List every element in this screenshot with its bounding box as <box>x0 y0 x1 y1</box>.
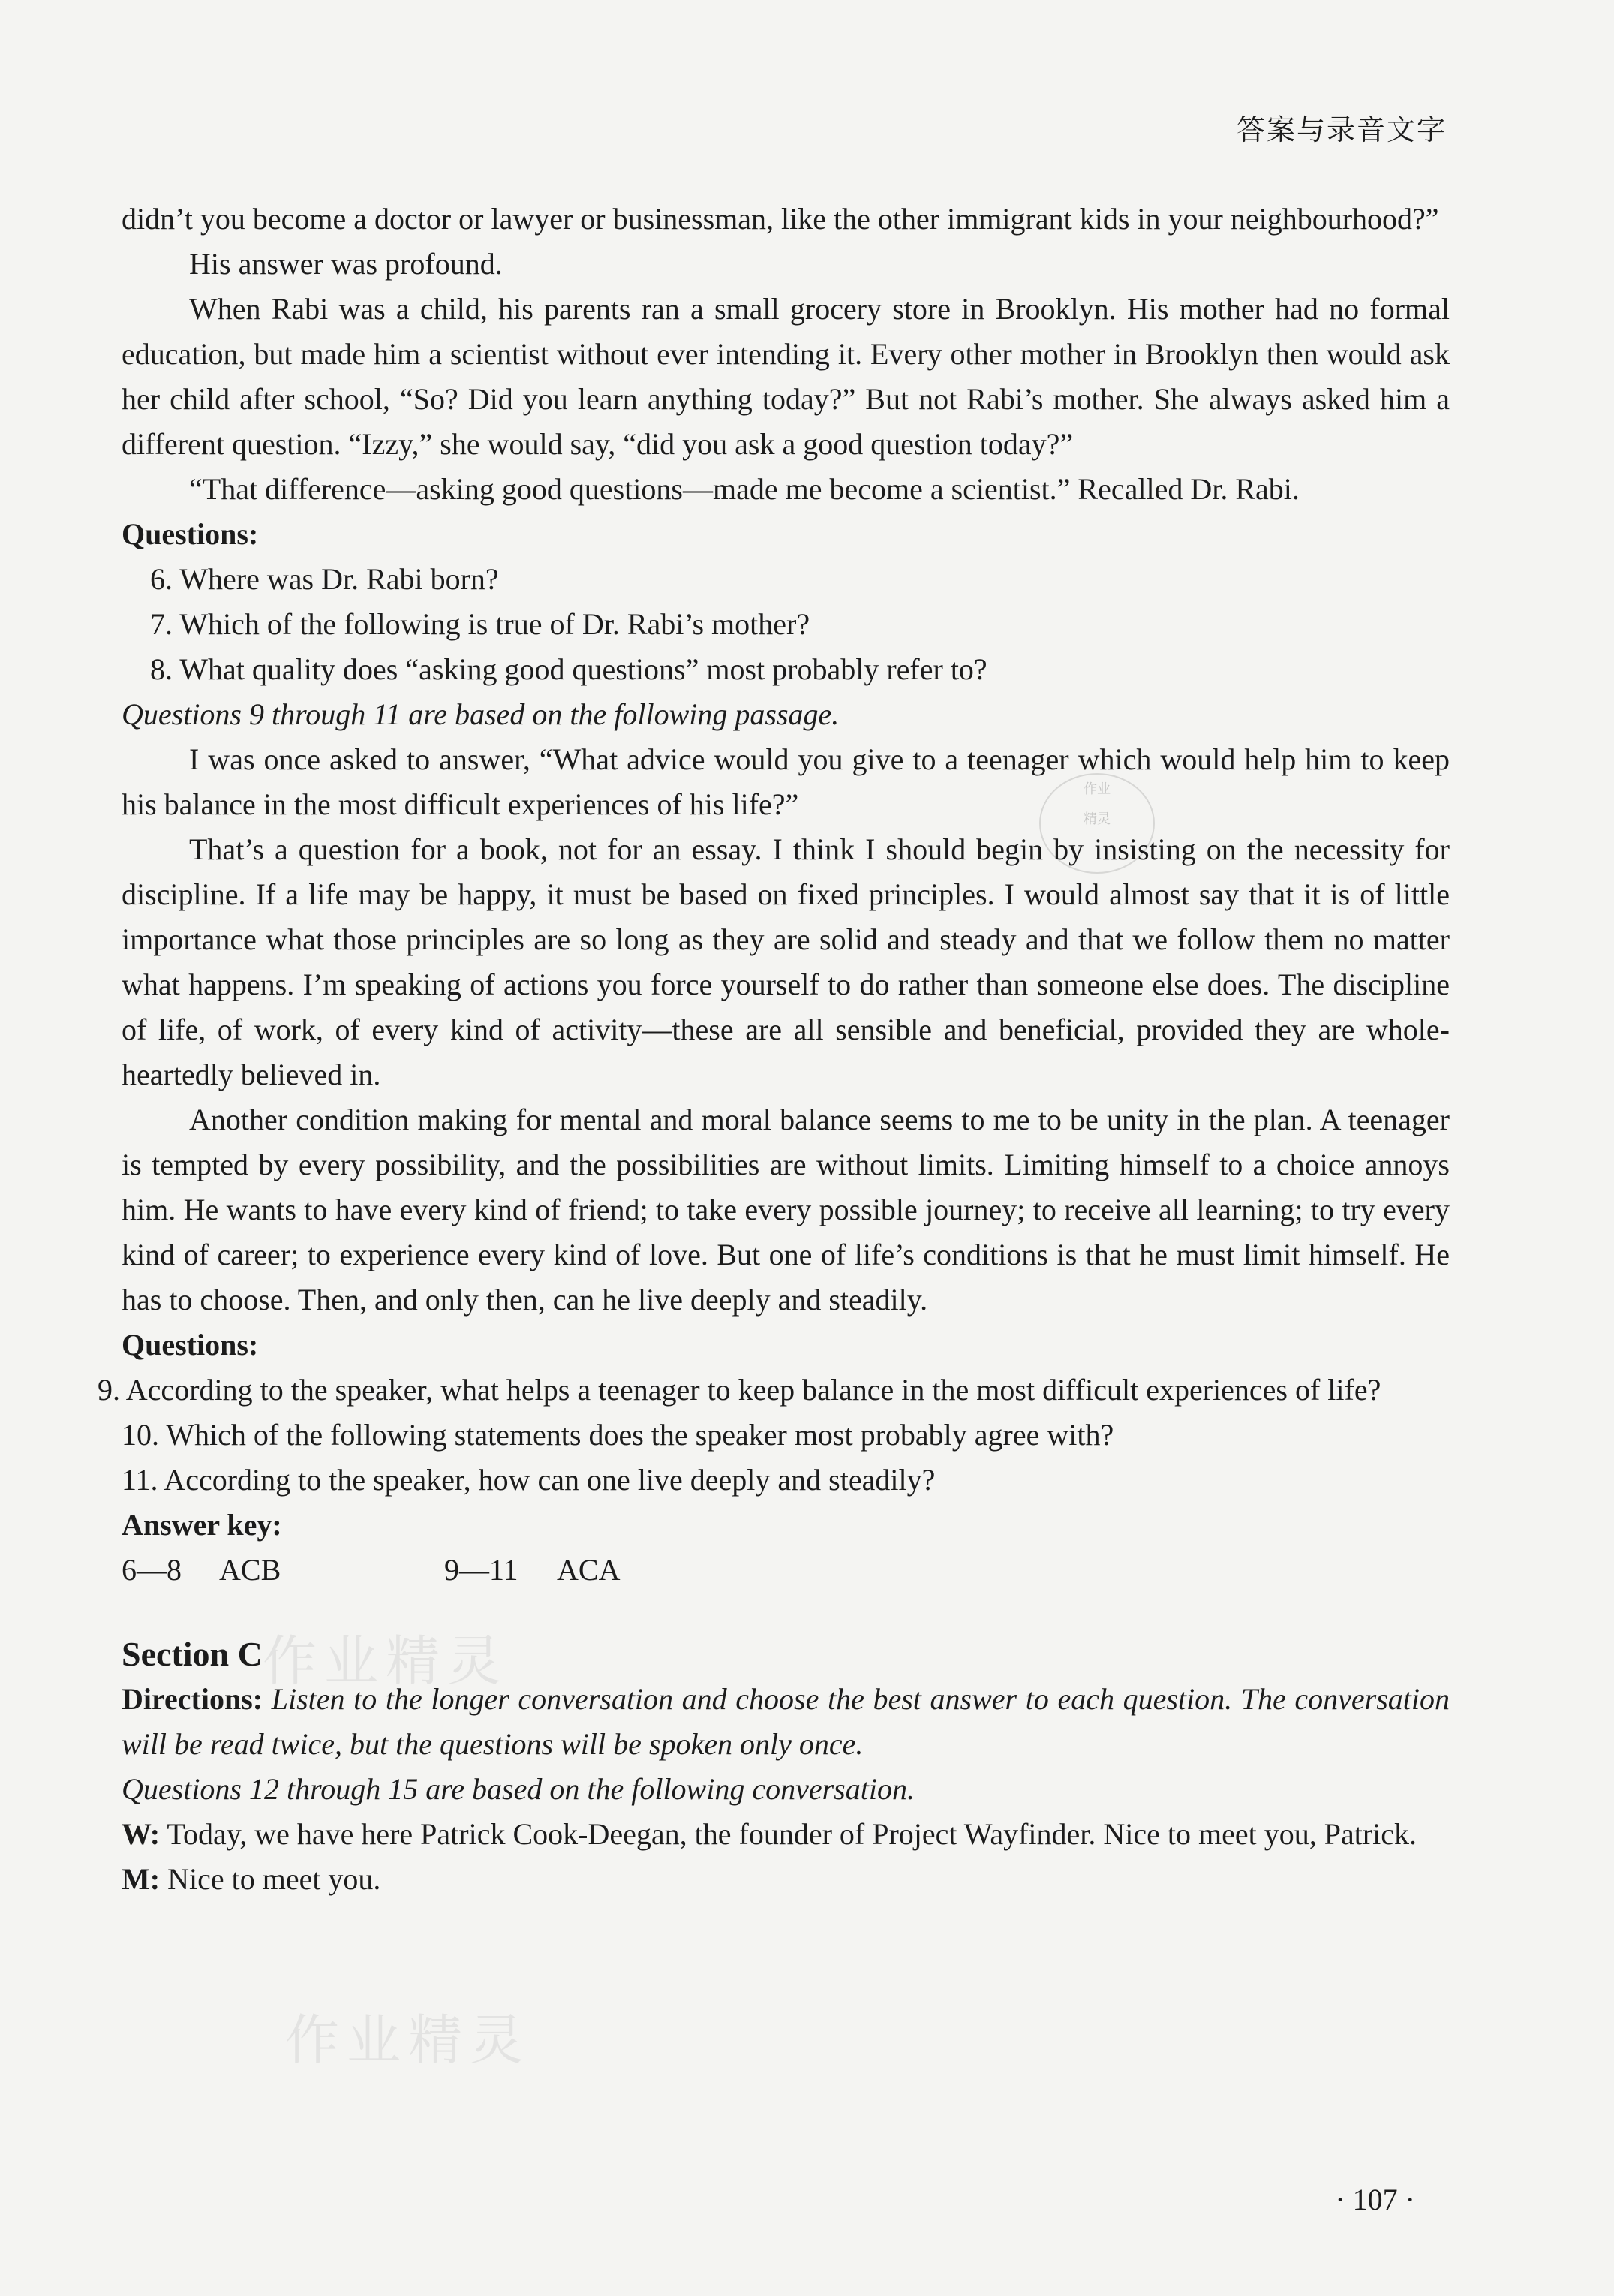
passage-b-paragraph: I was once asked to answer, “What advice would you give to a teenager which would help him to keep his balance in the most difficult experiences of his life?” <box>122 742 1450 821</box>
dialog-line <box>122 1857 1450 1902</box>
dialog-line <box>122 1812 1450 1857</box>
questions-heading: Questions: <box>122 1328 259 1362</box>
dialog-text: Nice to meet you. <box>167 1862 381 1896</box>
question-item: 8. What quality does “asking good questions” most probably refer to? <box>150 652 987 686</box>
question-item: 11. According to the speaker, how can one live deeply and steadily? <box>122 1463 936 1497</box>
answer-letters: ACA <box>557 1553 621 1587</box>
question-item: 10. Which of the following statements does the speaker most probably agree with? <box>122 1418 1114 1452</box>
passage-b-intro: Questions 9 through 11 are based on the following passage. <box>122 697 840 731</box>
watermark-text: 作业精灵 <box>285 2009 532 2072</box>
stamp-line-2: 精灵 <box>1084 811 1111 827</box>
question-item: 9. According to the speaker, what helps a teenager to keep balance in the most difficult experiences of life? <box>98 1373 1381 1407</box>
passage-a-paragraph: “That difference—asking good questions—made me become a scientist.” Recalled Dr. Rabi. <box>189 472 1300 506</box>
passage-a-paragraph: When Rabi was a child, his parents ran a small grocery store in Brooklyn. His mother had no formal education, but made him a scientist without ever intending it. Every other mother in Brooklyn then would ask her child after school, “So? Did you learn anything today?” But not Rabi’s mother. She always asked him a different question. “Izzy,” she would say, “did you ask a good question today?” <box>122 292 1450 461</box>
passage-b-paragraph: That’s a question for a book, not for an essay. I think I should begin by insisting on the necessity for discipline. If a life may be happy, it must be based on fixed principles. I would almost say that it is of little importance what those principles are so long as they are solid and steady and that we follow them no matter what happens. I’m speaking of actions you force yourself to do rather than someone else does. The discipline of life, of work, of every kind of activity—these are all sensible and beneficial, provided they are whole-heartedly believed in. <box>122 832 1450 1091</box>
running-header: 答案与录音文字 <box>1236 113 1447 146</box>
answer-range: 6—8 <box>122 1553 182 1587</box>
page-content <box>98 197 1450 1902</box>
question-item: 7. Which of the following is true of Dr. Rabi’s mother? <box>150 607 810 641</box>
directions-label: Directions: <box>122 1682 263 1716</box>
answer-key-row <box>122 1548 1450 1593</box>
page-number: · 107 · <box>1335 2183 1415 2216</box>
passage-a-continuation: didn’t you become a doctor or lawyer or businessman, like the other immigrant kids in your neighbourhood?” <box>122 202 1439 236</box>
directions-text: Listen to the longer conversation and choose the best answer to each question. The conversation will be read twice, but the questions will be spoken only once. <box>122 1682 1450 1761</box>
answer-range: 9—11 <box>444 1553 518 1587</box>
question-item: 6. Where was Dr. Rabi born? <box>150 562 499 596</box>
passage-b-paragraph: Another condition making for mental and moral balance seems to me to be unity in the plan. A teenager is tempted by every possibility, and the possibilities are without limits. Limiting himself to a choice annoys him. He wants to have every kind of friend; to take every possible journey; to receive all learning; to try every kind of career; to experience every kind of love. But one of life’s conditions is that he must limit himself. He has to choose. Then, and only then, can he live deeply and steadily. <box>122 1103 1450 1317</box>
speaker-label: M: <box>122 1862 161 1896</box>
questions-heading: Questions: <box>122 517 259 551</box>
speaker-label: W: <box>122 1817 161 1851</box>
section-c-directions <box>122 1677 1450 1767</box>
dialog-text: Today, we have here Patrick Cook-Deegan, the founder of Project Wayfinder. Nice to meet you, Patrick. <box>167 1817 1417 1851</box>
section-c-title: Section C <box>122 1635 263 1673</box>
answer-letters: ACB <box>219 1553 281 1587</box>
stamp-line-1: 作业 <box>1084 781 1111 797</box>
answer-key-heading: Answer key: <box>122 1508 282 1542</box>
watermark-text: 作业精灵 <box>263 1629 509 1693</box>
conversation-intro: Questions 12 through 15 are based on the following conversation. <box>122 1772 915 1806</box>
passage-a-paragraph: His answer was profound. <box>189 247 503 281</box>
